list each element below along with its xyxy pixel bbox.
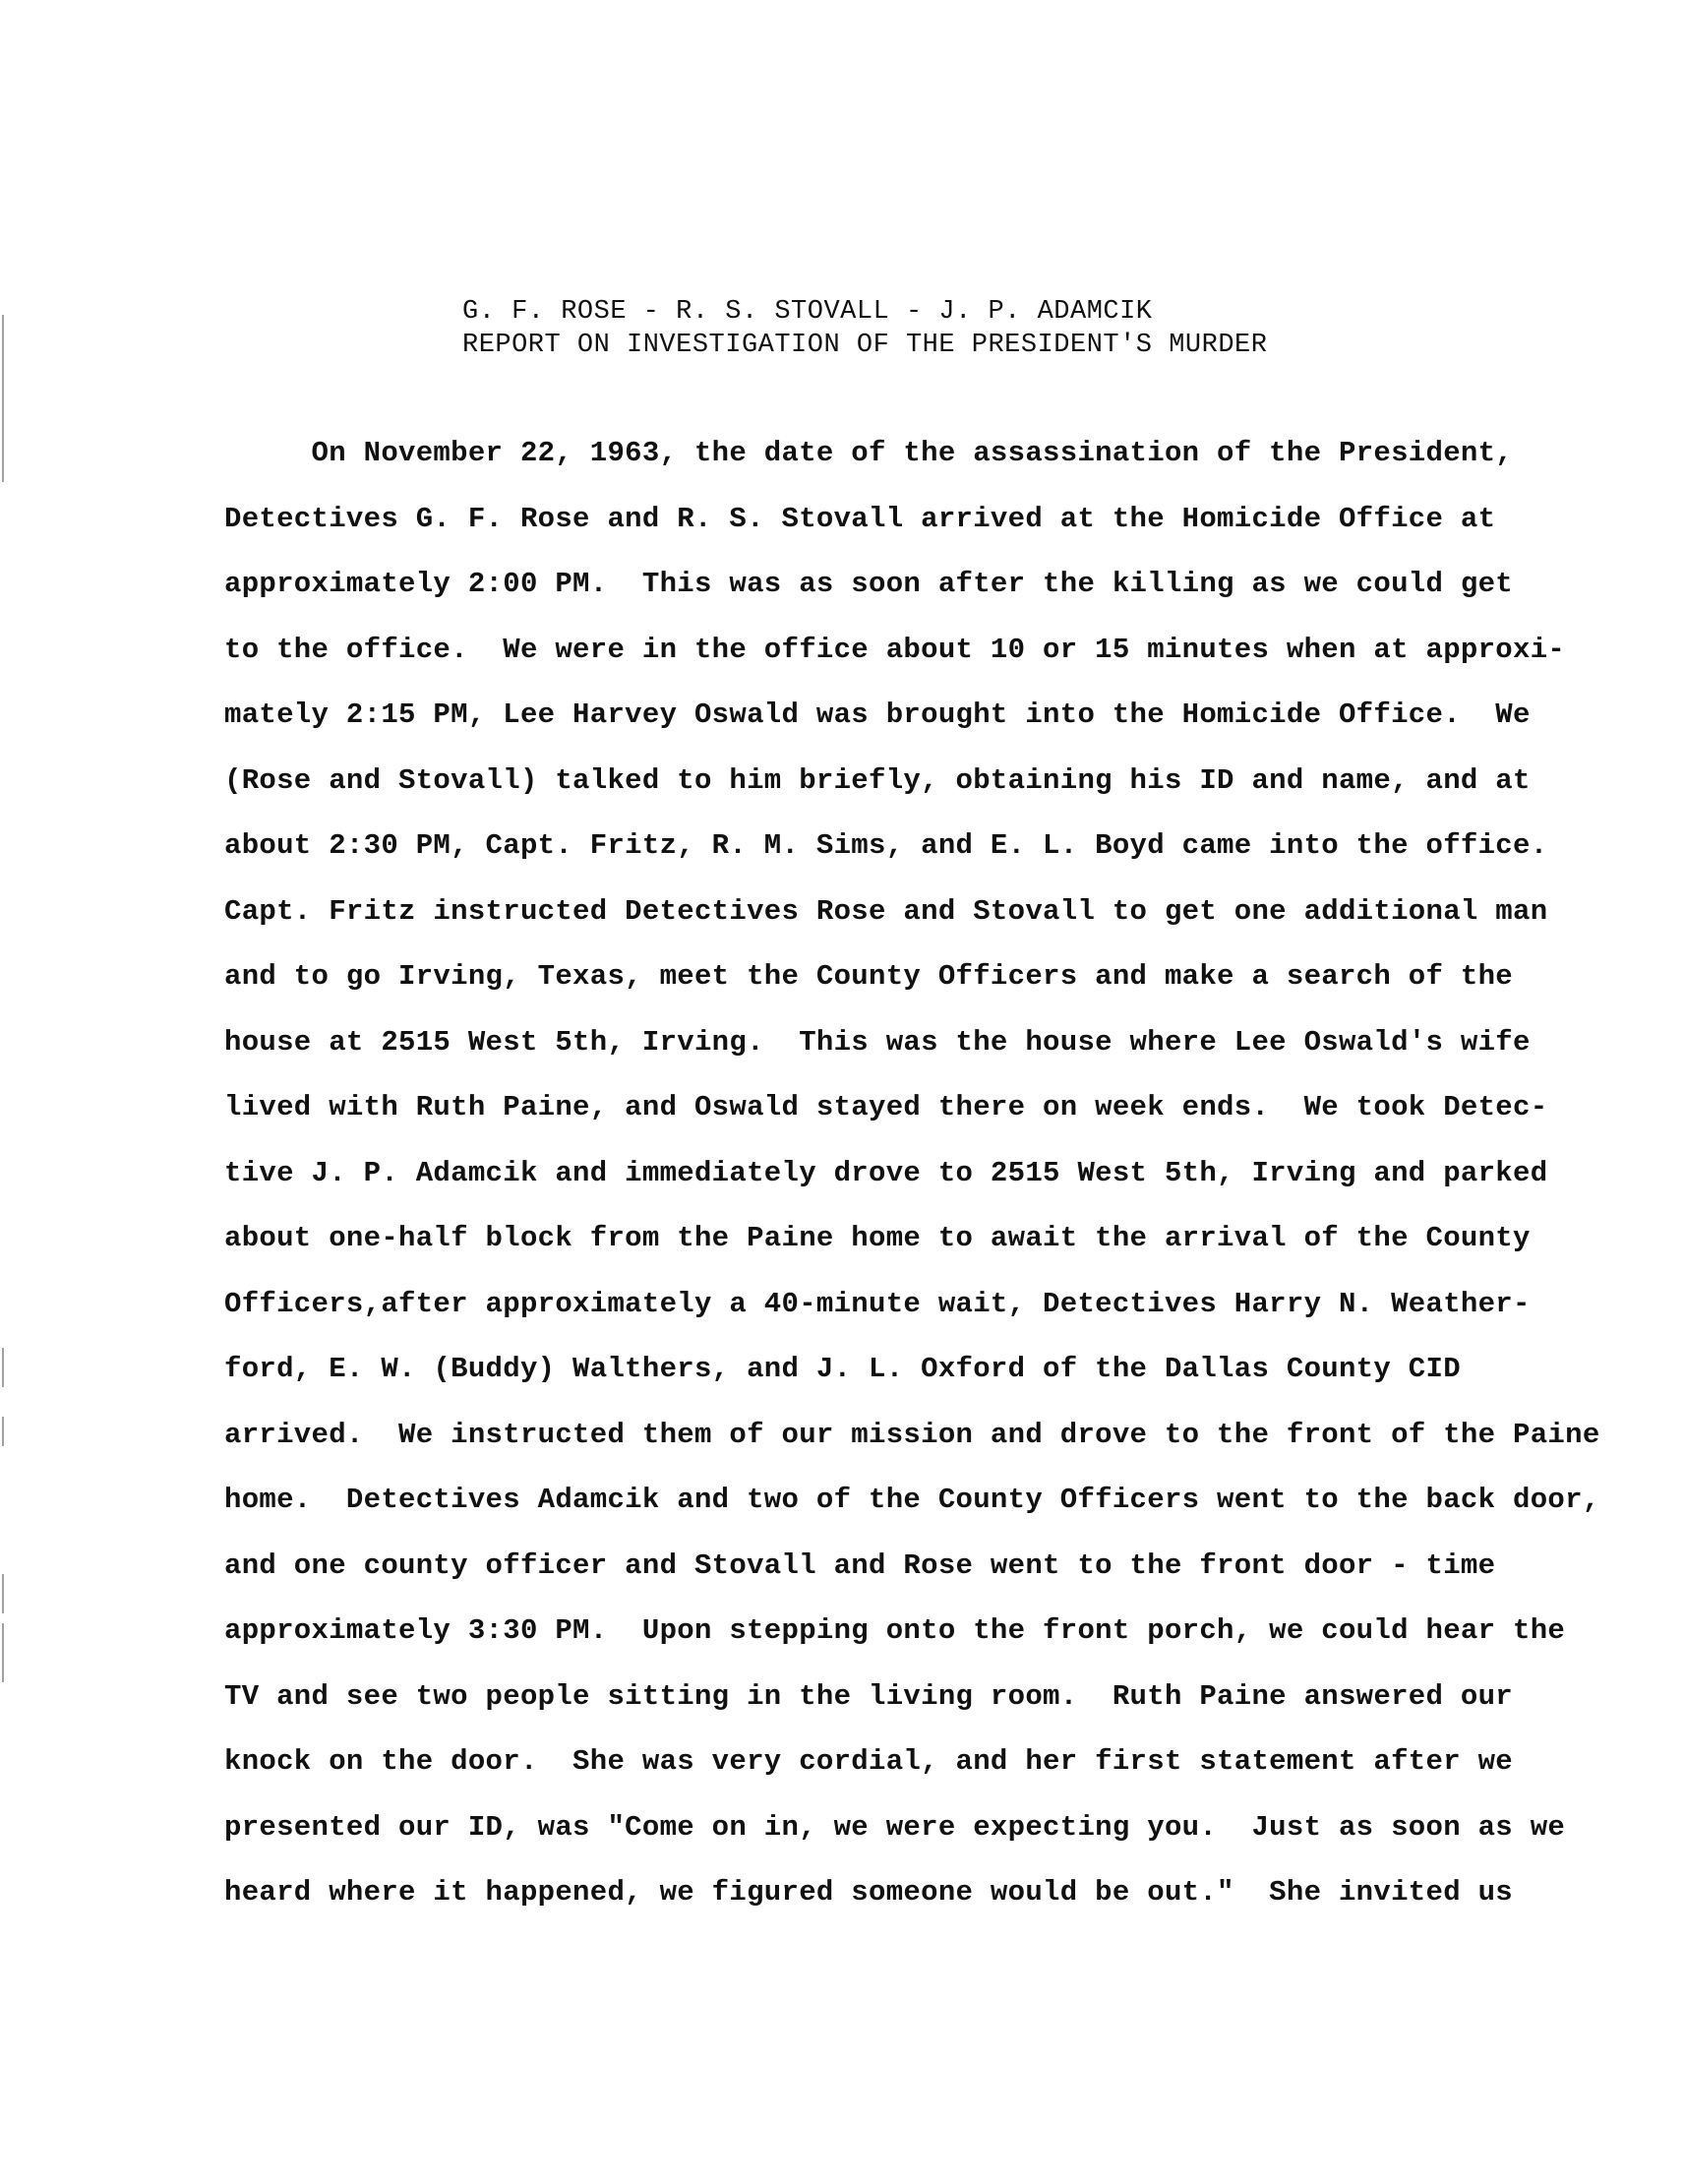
report-header [462,295,1348,362]
report-body [224,421,1600,1926]
body-line: to the office. We were in the office about 10 or 15 minutes when at approxi- [224,633,1566,666]
body-line: Capt. Fritz instructed Detectives Rose and Stovall to get one additional man [224,894,1548,928]
body-line: approximately 3:30 PM. Upon stepping onto the front porch, we could hear the [224,1614,1566,1647]
body-line: tive J. P. Adamcik and immediately drove to 2515 West 5th, Irving and parked [224,1156,1548,1189]
body-line: knock on the door. She was very cordial, and her first statement after we [224,1745,1514,1778]
body-line: Officers,after approximately a 40-minute wait, Detectives Harry N. Weather- [224,1287,1531,1320]
body-line: and one county officer and Stovall and Rose went to the front door - time [224,1548,1496,1582]
body-line: home. Detectives Adamcik and two of the County Officers went to the back door, [224,1484,1600,1516]
body-line: about one-half block from the Paine home to await the arrival of the County [224,1222,1531,1254]
body-line: approximately 2:00 PM. This was as soon after the killing as we could get [224,568,1514,600]
body-line: and to go Irving, Texas, meet the County Officers and make a search of the [224,960,1514,993]
scan-edge-mark [2,1574,4,1613]
body-line: mately 2:15 PM, Lee Harvey Oswald was brought into the Homicide Office. We [224,698,1531,731]
body-line: presented our ID, was "Come on in, we were expecting you. Just as soon as we [224,1810,1566,1844]
body-line: about 2:30 PM, Capt. Fritz, R. M. Sims, and E. L. Boyd came into the office. [224,829,1548,862]
body-line: (Rose and Stovall) talked to him briefly, obtaining his ID and name, and at [224,763,1531,797]
body-line: ford, E. W. (Buddy) Walthers, and J. L. Oxford of the Dallas County CID [224,1353,1461,1385]
scan-edge-marks [0,0,10,2184]
scan-edge-mark [2,315,4,482]
body-line: heard where it happened, we figured someone would be out." She invited us [224,1876,1514,1909]
report-title: REPORT ON INVESTIGATION OF THE PRESIDENT'S MURDER [462,331,1268,360]
body-line: TV and see two people sitting in the living room. Ruth Paine answered our [224,1679,1514,1713]
scan-edge-mark [2,1417,4,1446]
body-line: Detectives G. F. Rose and R. S. Stovall arrived at the Homicide Office at [224,502,1496,535]
body-line: arrived. We instructed them of our mission and drove to the front of the Paine [224,1418,1600,1451]
body-line: house at 2515 West 5th, Irving. This was the house where Lee Oswald's wife [224,1025,1531,1059]
body-line: On November 22, 1963, the date of the assassination of the President, [224,437,1514,469]
scan-edge-mark [2,1348,4,1387]
body-line: lived with Ruth Paine, and Oswald stayed there on week ends. We took Detec- [224,1091,1548,1123]
scan-edge-mark [2,1623,4,1682]
report-authors: G. F. ROSE - R. S. STOVALL - J. P. ADAMCIK [462,297,1153,327]
